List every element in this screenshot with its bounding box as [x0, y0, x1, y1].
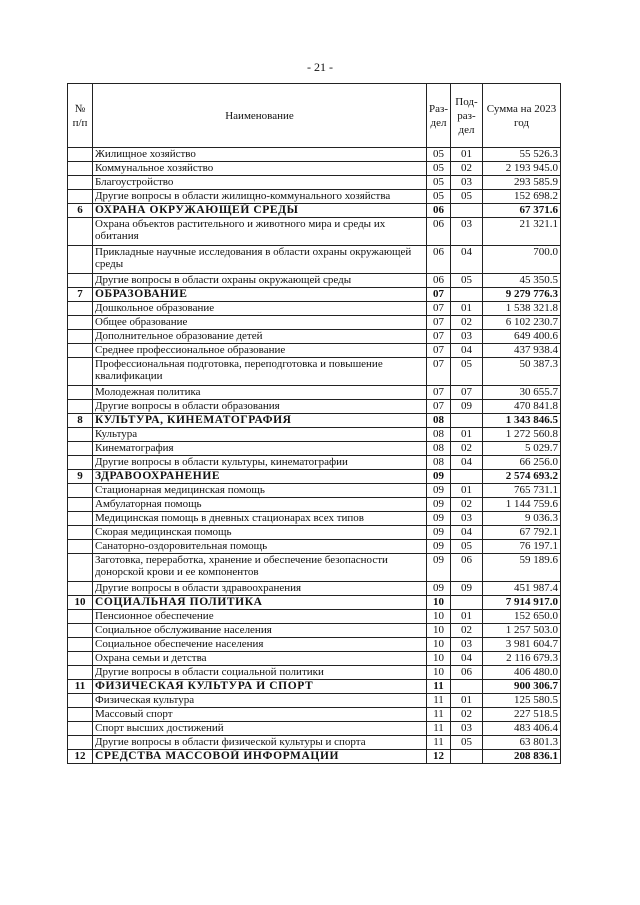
row-sum: 765 731.1 [483, 484, 561, 498]
table-body [68, 148, 561, 764]
row-razdel: 08 [427, 428, 451, 442]
row-name: Заготовка, переработка, хранение и обеспечение безопасности донорской крови и ее компонентов [93, 554, 427, 582]
row-name: КУЛЬТУРА, КИНЕМАТОГРАФИЯ [93, 414, 427, 428]
row-number [68, 400, 93, 414]
table-row [68, 162, 561, 176]
row-name: Прикладные научные исследования в области охраны окружающей среды [93, 246, 427, 274]
row-name: Жилищное хозяйство [93, 148, 427, 162]
row-name: Другие вопросы в области социальной политики [93, 666, 427, 680]
row-name: Спорт высших достижений [93, 722, 427, 736]
row-name: Физическая культура [93, 694, 427, 708]
row-sum: 5 029.7 [483, 442, 561, 456]
table-row [68, 638, 561, 652]
row-number [68, 274, 93, 288]
row-razdel: 08 [427, 414, 451, 428]
row-number [68, 624, 93, 638]
row-name: Стационарная медицинская помощь [93, 484, 427, 498]
row-name: Другие вопросы в области культуры, кинематографии [93, 456, 427, 470]
table-row [68, 736, 561, 750]
table-row [68, 246, 561, 274]
row-razdel: 07 [427, 288, 451, 302]
table-row [68, 512, 561, 526]
row-razdel: 07 [427, 330, 451, 344]
table-row [68, 386, 561, 400]
row-number [68, 722, 93, 736]
row-podrazdel: 05 [451, 358, 483, 386]
row-podrazdel: 01 [451, 148, 483, 162]
row-razdel: 11 [427, 680, 451, 694]
row-sum: 208 836.1 [483, 750, 561, 764]
row-sum: 1 538 321.8 [483, 302, 561, 316]
row-number [68, 652, 93, 666]
table-row [68, 190, 561, 204]
row-razdel: 08 [427, 442, 451, 456]
row-number [68, 484, 93, 498]
row-razdel: 10 [427, 652, 451, 666]
row-sum: 59 189.6 [483, 554, 561, 582]
row-podrazdel: 04 [451, 652, 483, 666]
row-podrazdel: 03 [451, 176, 483, 190]
row-number [68, 316, 93, 330]
table-row [68, 484, 561, 498]
section-row [68, 204, 561, 218]
row-name: Социальное обслуживание населения [93, 624, 427, 638]
table-row [68, 274, 561, 288]
row-podrazdel: 01 [451, 428, 483, 442]
row-number [68, 736, 93, 750]
row-name: СОЦИАЛЬНАЯ ПОЛИТИКА [93, 596, 427, 610]
row-sum: 6 102 230.7 [483, 316, 561, 330]
table-row [68, 176, 561, 190]
row-name: Массовый спорт [93, 708, 427, 722]
row-podrazdel: 01 [451, 610, 483, 624]
table-row [68, 540, 561, 554]
row-number [68, 666, 93, 680]
row-podrazdel [451, 750, 483, 764]
row-number [68, 246, 93, 274]
row-name: ФИЗИЧЕСКАЯ КУЛЬТУРА И СПОРТ [93, 680, 427, 694]
row-number [68, 302, 93, 316]
row-name: Охрана объектов растительного и животного мира и среды их обитания [93, 218, 427, 246]
row-sum: 9 036.3 [483, 512, 561, 526]
row-podrazdel: 02 [451, 442, 483, 456]
row-razdel: 09 [427, 554, 451, 582]
row-name: Другие вопросы в области охраны окружающей среды [93, 274, 427, 288]
table-row [68, 610, 561, 624]
row-razdel: 09 [427, 470, 451, 484]
row-number: 11 [68, 680, 93, 694]
row-podrazdel [451, 680, 483, 694]
table-row [68, 666, 561, 680]
row-number: 8 [68, 414, 93, 428]
section-row [68, 596, 561, 610]
table-row [68, 442, 561, 456]
row-sum: 2 116 679.3 [483, 652, 561, 666]
row-razdel: 07 [427, 358, 451, 386]
row-podrazdel [451, 414, 483, 428]
row-number [68, 330, 93, 344]
budget-table [67, 83, 561, 764]
row-name: Среднее профессиональное образование [93, 344, 427, 358]
table-row [68, 498, 561, 512]
row-number [68, 386, 93, 400]
row-podrazdel: 02 [451, 498, 483, 512]
row-podrazdel: 02 [451, 708, 483, 722]
row-podrazdel [451, 288, 483, 302]
row-sum: 152 650.0 [483, 610, 561, 624]
header-sum: Сумма на 2023 год [483, 84, 561, 148]
row-sum: 55 526.3 [483, 148, 561, 162]
section-row [68, 750, 561, 764]
row-name: Социальное обеспечение населения [93, 638, 427, 652]
table-row [68, 428, 561, 442]
row-sum: 437 938.4 [483, 344, 561, 358]
row-razdel: 06 [427, 218, 451, 246]
row-number [68, 694, 93, 708]
row-number [68, 708, 93, 722]
row-sum: 125 580.5 [483, 694, 561, 708]
row-sum: 50 387.3 [483, 358, 561, 386]
row-sum: 1 343 846.5 [483, 414, 561, 428]
row-sum: 483 406.4 [483, 722, 561, 736]
row-razdel: 11 [427, 708, 451, 722]
row-razdel: 07 [427, 302, 451, 316]
row-podrazdel: 04 [451, 246, 483, 274]
row-razdel: 12 [427, 750, 451, 764]
row-number [68, 512, 93, 526]
row-name: Профессиональная подготовка, переподготовка и повышение квалификации [93, 358, 427, 386]
row-sum: 1 144 759.6 [483, 498, 561, 512]
row-sum: 1 272 560.8 [483, 428, 561, 442]
row-razdel: 11 [427, 722, 451, 736]
row-razdel: 11 [427, 736, 451, 750]
table-row [68, 456, 561, 470]
row-sum: 649 400.6 [483, 330, 561, 344]
table-row [68, 400, 561, 414]
row-podrazdel: 04 [451, 456, 483, 470]
table-row [68, 330, 561, 344]
row-number [68, 358, 93, 386]
row-razdel: 10 [427, 638, 451, 652]
row-podrazdel: 09 [451, 582, 483, 596]
table-header [68, 84, 561, 148]
row-sum: 152 698.2 [483, 190, 561, 204]
row-razdel: 05 [427, 162, 451, 176]
row-sum: 2 574 693.2 [483, 470, 561, 484]
row-name: Молодежная политика [93, 386, 427, 400]
row-number: 7 [68, 288, 93, 302]
row-name: Общее образование [93, 316, 427, 330]
row-razdel: 07 [427, 400, 451, 414]
row-podrazdel: 05 [451, 274, 483, 288]
row-number [68, 176, 93, 190]
row-razdel: 06 [427, 246, 451, 274]
table-row [68, 344, 561, 358]
row-sum: 700.0 [483, 246, 561, 274]
row-razdel: 10 [427, 624, 451, 638]
row-podrazdel: 05 [451, 190, 483, 204]
row-name: Другие вопросы в области образования [93, 400, 427, 414]
table-row [68, 554, 561, 582]
header-razdel: Раз-дел [427, 84, 451, 148]
row-razdel: 09 [427, 498, 451, 512]
table-row [68, 652, 561, 666]
header-num: № п/п [68, 84, 93, 148]
row-sum: 67 371.6 [483, 204, 561, 218]
row-number [68, 526, 93, 540]
row-sum: 406 480.0 [483, 666, 561, 680]
row-number: 6 [68, 204, 93, 218]
section-row [68, 288, 561, 302]
row-sum: 76 197.1 [483, 540, 561, 554]
row-name: Другие вопросы в области здравоохранения [93, 582, 427, 596]
row-number [68, 456, 93, 470]
row-podrazdel: 01 [451, 484, 483, 498]
row-number [68, 218, 93, 246]
row-number [68, 540, 93, 554]
row-name: ОХРАНА ОКРУЖАЮЩЕЙ СРЕДЫ [93, 204, 427, 218]
row-podrazdel [451, 596, 483, 610]
row-razdel: 10 [427, 596, 451, 610]
row-number: 12 [68, 750, 93, 764]
row-sum: 30 655.7 [483, 386, 561, 400]
row-number [68, 148, 93, 162]
row-name: Медицинская помощь в дневных стационарах всех типов [93, 512, 427, 526]
row-razdel: 09 [427, 484, 451, 498]
row-name: Скорая медицинская помощь [93, 526, 427, 540]
table-row [68, 358, 561, 386]
row-name: Амбулаторная помощь [93, 498, 427, 512]
row-number [68, 190, 93, 204]
row-sum: 21 321.1 [483, 218, 561, 246]
table-row [68, 694, 561, 708]
row-name: Другие вопросы в области физической культуры и спорта [93, 736, 427, 750]
row-name: Другие вопросы в области жилищно-коммунального хозяйства [93, 190, 427, 204]
row-podrazdel: 04 [451, 344, 483, 358]
row-razdel: 06 [427, 274, 451, 288]
table-row [68, 526, 561, 540]
row-name: Благоустройство [93, 176, 427, 190]
row-number: 9 [68, 470, 93, 484]
row-razdel: 05 [427, 176, 451, 190]
row-sum: 67 792.1 [483, 526, 561, 540]
row-sum: 900 306.7 [483, 680, 561, 694]
section-row [68, 470, 561, 484]
row-podrazdel: 03 [451, 512, 483, 526]
row-sum: 1 257 503.0 [483, 624, 561, 638]
row-number [68, 582, 93, 596]
row-sum: 470 841.8 [483, 400, 561, 414]
row-number [68, 498, 93, 512]
row-podrazdel: 02 [451, 624, 483, 638]
row-name: ЗДРАВООХРАНЕНИЕ [93, 470, 427, 484]
row-sum: 45 350.5 [483, 274, 561, 288]
row-razdel: 07 [427, 316, 451, 330]
row-podrazdel: 07 [451, 386, 483, 400]
row-name: Дошкольное образование [93, 302, 427, 316]
table-row [68, 302, 561, 316]
row-podrazdel: 01 [451, 694, 483, 708]
row-sum: 7 914 917.0 [483, 596, 561, 610]
header-name: Наименование [93, 84, 427, 148]
row-podrazdel: 03 [451, 218, 483, 246]
row-razdel: 10 [427, 666, 451, 680]
row-razdel: 11 [427, 694, 451, 708]
row-razdel: 10 [427, 610, 451, 624]
page-number: - 21 - [307, 60, 333, 74]
row-podrazdel: 02 [451, 162, 483, 176]
row-sum: 293 585.9 [483, 176, 561, 190]
row-razdel: 06 [427, 204, 451, 218]
row-razdel: 08 [427, 456, 451, 470]
row-podrazdel: 04 [451, 526, 483, 540]
row-number [68, 428, 93, 442]
table-row [68, 722, 561, 736]
row-sum: 66 256.0 [483, 456, 561, 470]
row-name: ОБРАЗОВАНИЕ [93, 288, 427, 302]
row-number [68, 162, 93, 176]
row-name: Санаторно-оздоровительная помощь [93, 540, 427, 554]
row-podrazdel: 02 [451, 316, 483, 330]
row-razdel: 07 [427, 386, 451, 400]
row-razdel: 05 [427, 190, 451, 204]
row-name: Коммунальное хозяйство [93, 162, 427, 176]
row-number [68, 610, 93, 624]
row-podrazdel: 03 [451, 638, 483, 652]
row-sum: 2 193 945.0 [483, 162, 561, 176]
section-row [68, 414, 561, 428]
row-podrazdel: 03 [451, 330, 483, 344]
table-row [68, 624, 561, 638]
row-number [68, 638, 93, 652]
table-row [68, 708, 561, 722]
row-number [68, 554, 93, 582]
row-podrazdel: 05 [451, 540, 483, 554]
row-razdel: 05 [427, 148, 451, 162]
row-name: СРЕДСТВА МАССОВОЙ ИНФОРМАЦИИ [93, 750, 427, 764]
row-number: 10 [68, 596, 93, 610]
row-sum: 9 279 776.3 [483, 288, 561, 302]
table-row [68, 316, 561, 330]
row-razdel: 09 [427, 512, 451, 526]
row-podrazdel [451, 470, 483, 484]
row-podrazdel: 06 [451, 666, 483, 680]
section-row [68, 680, 561, 694]
row-podrazdel: 06 [451, 554, 483, 582]
row-name: Культура [93, 428, 427, 442]
row-sum: 3 981 604.7 [483, 638, 561, 652]
row-podrazdel: 05 [451, 736, 483, 750]
row-sum: 451 987.4 [483, 582, 561, 596]
table-row [68, 582, 561, 596]
row-number [68, 442, 93, 456]
row-razdel: 09 [427, 540, 451, 554]
row-name: Кинематография [93, 442, 427, 456]
table-row [68, 148, 561, 162]
row-number [68, 344, 93, 358]
row-podrazdel: 09 [451, 400, 483, 414]
row-sum: 227 518.5 [483, 708, 561, 722]
row-razdel: 07 [427, 344, 451, 358]
row-name: Охрана семьи и детства [93, 652, 427, 666]
row-podrazdel [451, 204, 483, 218]
row-podrazdel: 01 [451, 302, 483, 316]
table-row [68, 218, 561, 246]
row-podrazdel: 03 [451, 722, 483, 736]
row-name: Дополнительное образование детей [93, 330, 427, 344]
row-sum: 63 801.3 [483, 736, 561, 750]
header-podrazdel: Под-раз-дел [451, 84, 483, 148]
row-razdel: 09 [427, 582, 451, 596]
row-name: Пенсионное обеспечение [93, 610, 427, 624]
row-razdel: 09 [427, 526, 451, 540]
